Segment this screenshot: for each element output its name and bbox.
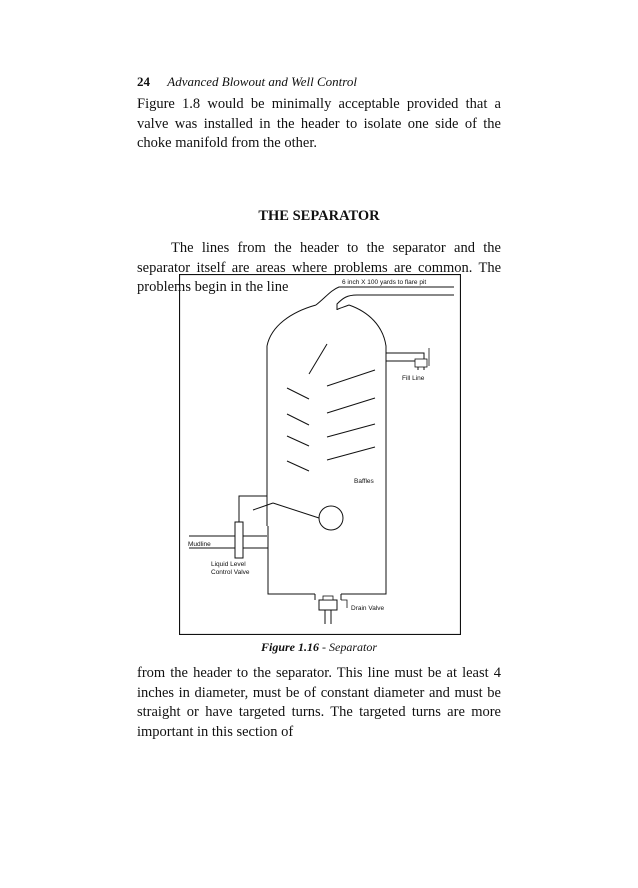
caption-number: Figure 1.16 [260,640,319,654]
figure-frame [180,275,461,635]
baffle-2a [287,388,309,399]
float-linkage [239,496,267,522]
mudline-label: Mudline [188,541,211,548]
fill-line-valve [415,359,427,367]
float-arm [273,503,319,518]
drain-valve-handle [323,596,333,600]
baffle-2b [327,370,375,386]
separator-figure [179,274,461,635]
baffle-5b [327,447,375,460]
running-title: Advanced Blowout and Well Control [167,74,357,89]
section-heading: THE SEPARATOR [258,208,380,224]
fill-line-label: Fill Line [402,375,425,382]
caption-dash: - [319,640,329,654]
flare-line-bottom [337,295,454,310]
fill-line-pipe-inner [386,361,418,370]
baffle-1 [309,344,327,374]
baffle-4a [287,436,309,446]
liquid-level-control-valve [235,522,243,558]
baffle-4b [327,424,375,437]
figure-caption [137,640,501,655]
baffle-3a [287,414,309,425]
flare-line-top [316,287,454,305]
vessel-top-left [267,305,316,346]
separator-diagram [179,274,461,635]
paragraph-2: The lines from the header to the separator and the separator itself are areas where problems are common. The problems begin in the line [137,240,501,295]
flare-label: 6 inch X 100 yards to flare pit [342,279,427,286]
float-ball [319,506,343,530]
drain-flange [341,600,347,608]
drain-valve [319,600,337,610]
lc-valve-label-1: Liquid Level [211,561,246,568]
paragraph-1: Figure 1.8 would be minimally acceptable provided that a valve was installed in the header to isolate one side of the choke manifold from the other. [137,96,501,151]
page-header [137,74,357,90]
float-link-bar [253,503,273,510]
paragraph-3: from the header to the separator. This line must be at least 4 inches in diameter, must be of constant diameter and must be straight or have targeted turns. The targeted turns are more important in this section of [137,665,501,740]
caption-text: Separator [329,640,377,654]
baffle-3b [327,398,375,413]
page-number: 24 [137,74,150,89]
baffle-5a [287,461,309,471]
lc-valve-label-2: Control Valve [211,569,250,576]
drain-valve-label: Drain Valve [351,605,385,612]
baffles-label: Baffles [354,478,374,485]
vessel-right-wall [341,305,386,594]
vessel-bottom-left [268,556,315,594]
